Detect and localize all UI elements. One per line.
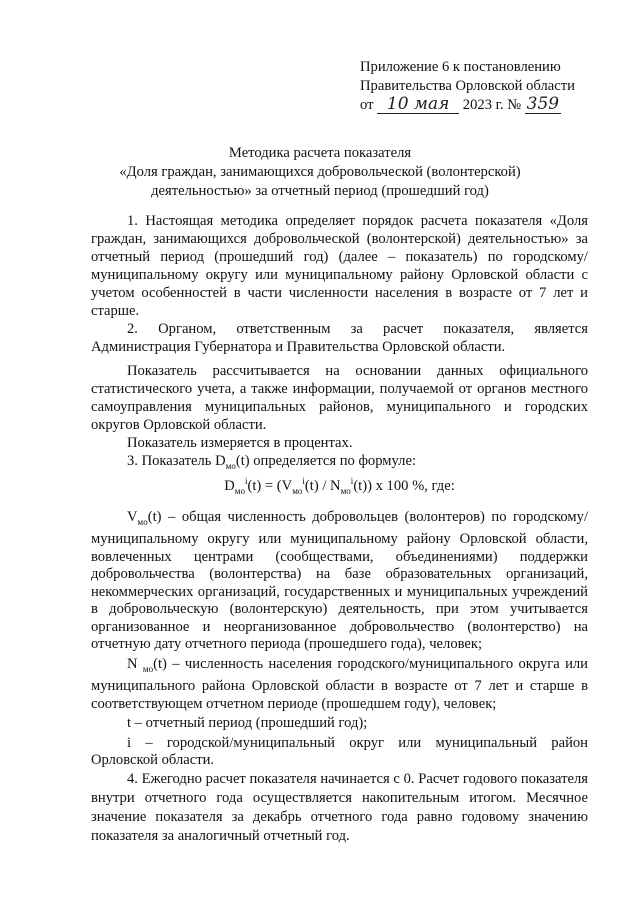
def-v-sub: мо <box>137 516 148 527</box>
paragraph-2: 2. Органом, ответственным за расчет показателя, является Администрация Губернатора и Правительства Орловской области. <box>91 321 588 355</box>
p5-pre: 3. Показатель D <box>127 453 226 469</box>
formula-sup-1: i <box>244 476 248 486</box>
header-ot: от <box>360 97 374 113</box>
formula-sup-3: i <box>350 476 354 486</box>
p5-sub: мо <box>225 460 236 471</box>
appendix-header <box>360 58 600 115</box>
p5-post: (t) определяется по формуле: <box>235 453 416 469</box>
title-line-3: деятельностью» за отчетный период (прошедший год) <box>151 183 489 199</box>
def-n-text: (t) – численность населения городского/муниципального округа или муниципального района Орловской области в возрасте от 7 лет и старше в соответствующем отчетном периоде (прошедшем году), человек; <box>91 655 588 712</box>
header-year: 2023 г. № <box>462 97 522 113</box>
formula-sub-3: мо <box>340 485 351 496</box>
paragraph-4-text: 4. Ежегодно расчет показателя начинается с 0. Расчет годового показателя внутри отчетного года осуществляется накопительным итогом. Месячное значение показателя за декабрь отчетного года равно годовому значению показателя за аналогичный отчетный год. <box>91 771 588 844</box>
document-body <box>91 212 588 475</box>
formula-sup-2: i <box>302 476 305 486</box>
handwritten-number: 359 <box>526 94 560 114</box>
def-n-symbol: N <box>127 655 138 672</box>
formula-part-3: (t)) x 100 %, где: <box>353 477 455 494</box>
def-n-sub: мо <box>142 663 154 674</box>
def-v-symbol: V <box>127 509 138 525</box>
definition-i: i – городской/муниципальный округ или муниципальный район Орловской области. <box>91 734 588 769</box>
definition-n <box>91 656 588 713</box>
paragraph-1: 1. Настоящая методика определяет порядок расчета показателя «Доля граждан, занимающихся добровольческой (волонтерской) деятельностью» за отчетный период (прошедший год) (далее – показатель) по городскому/муниципальному округу или муниципальному району Орловской области с учетом особенностей в части численности населения в возрасте от 7 лет и старше. <box>91 213 588 319</box>
header-line-3 <box>360 96 600 115</box>
header-line-2: Правительства Орловской области <box>360 78 575 94</box>
formula-part-1: (t) = (V <box>247 477 293 494</box>
handwritten-date: 10 мая <box>377 96 459 114</box>
formula <box>91 471 588 501</box>
title-line-1: Методика расчета показателя <box>228 145 412 161</box>
title-line-2: «Доля граждан, занимающихся добровольческой (волонтерской) <box>119 164 521 180</box>
header-line-1: Приложение 6 к постановлению <box>360 59 561 75</box>
formula-part-2: (t) / N <box>304 477 341 494</box>
paragraph-3: Показатель рассчитывается на основании данных официального статистического учета, а также информации, получаемой от органов местного самоуправления муниципальных районов, муниципального и городских округов Орловской области. <box>91 363 588 433</box>
definition-t: t – отчетный период (прошедший год); <box>127 715 368 732</box>
paragraph-section-4 <box>91 770 588 846</box>
paragraph-4: Показатель измеряется в процентах. <box>127 435 353 451</box>
formula-sub-1: мо <box>234 485 245 496</box>
formula-d: D <box>224 477 235 494</box>
definitions <box>91 509 588 770</box>
def-v-text: (t) – общая численность добровольцев (волонтеров) по городскому/муниципальному округу или муниципальному району Орловской области, вовлеченных центрами (сообществами, объединениями) поддержки добровольчества (волонтерства) на базе образовательных организаций, некоммерческих организаций, государственных и муниципальных учреждений в добровольческую (волонтерскую) деятельность, при этом учитывается организованное и неорганизованное добровольчество (волонтерство) на отчетную дату отчетного периода (прошедшего года), человек; <box>91 509 588 653</box>
document-title <box>60 144 580 201</box>
formula-sub-2: мо <box>292 485 303 496</box>
definition-v <box>91 509 588 654</box>
